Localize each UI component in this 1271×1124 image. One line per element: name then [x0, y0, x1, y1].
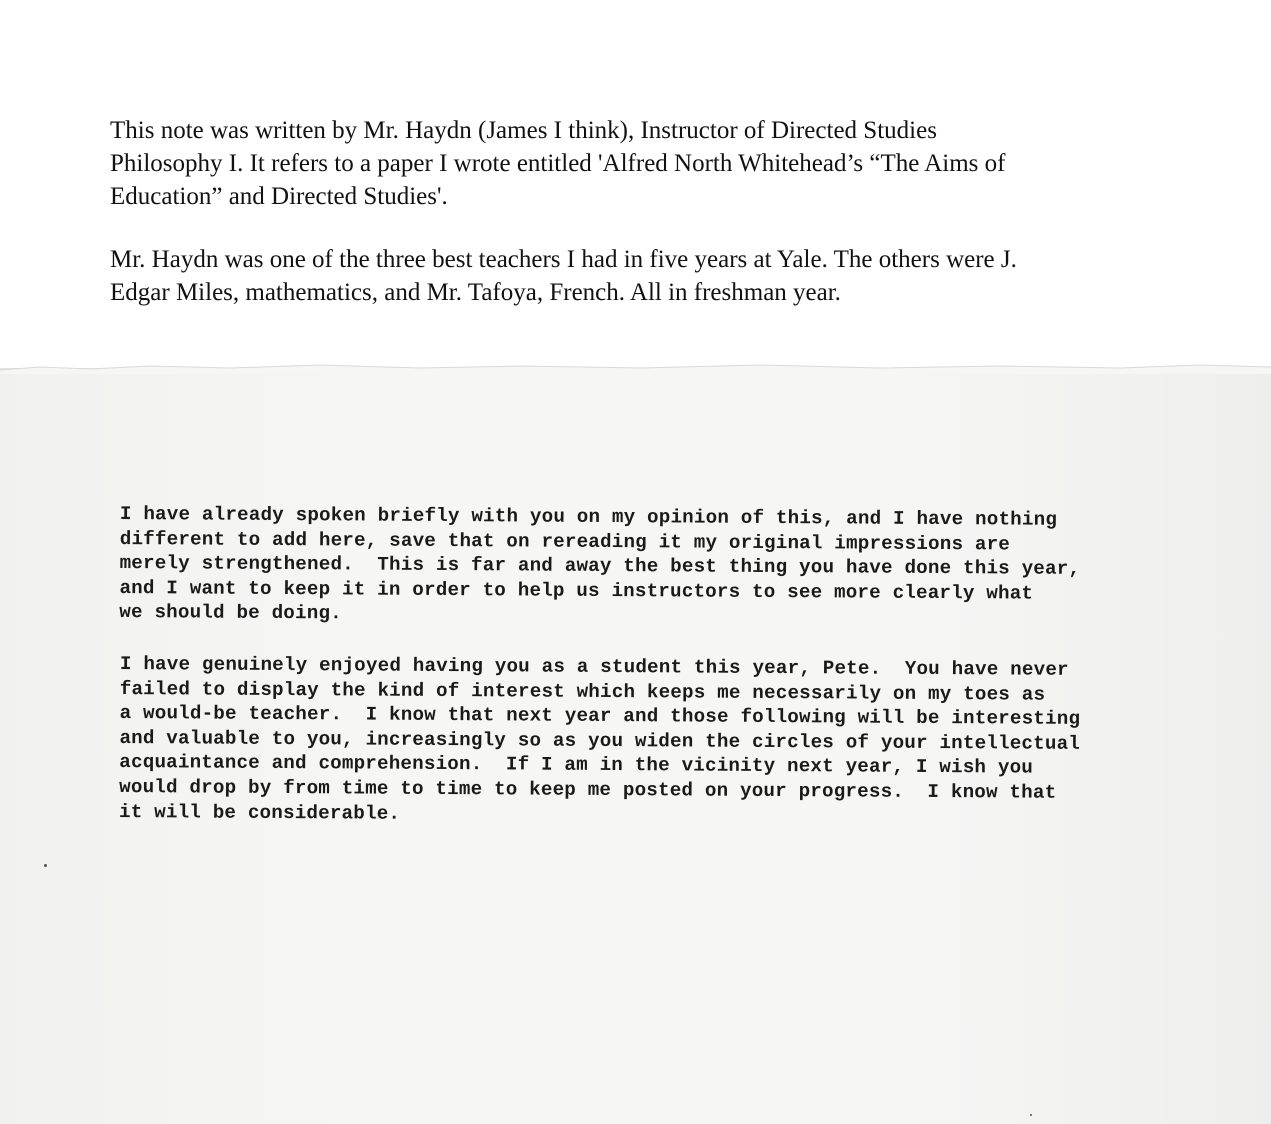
- typed-line: acquaintance and comprehension. If I am in the vicinity next year, I wish you: [119, 751, 1034, 779]
- typed-line: we should be doing.: [119, 601, 342, 625]
- typed-line: it will be considerable.: [118, 800, 401, 825]
- typed-line: I have genuinely enjoyed having you as a student this year, Pete. You have never: [119, 653, 1069, 681]
- typed-line: a would-be teacher. I know that next year and those following will be interesting: [119, 702, 1081, 731]
- letter-paragraph-2: [119, 652, 1081, 830]
- note-line: Education” and Directed Studies'.: [110, 183, 448, 210]
- header-note: [0, 0, 1271, 368]
- typed-line: failed to display the kind of interest which keeps me necessarily on my toes as: [119, 677, 1046, 706]
- typed-letter: [0, 368, 1271, 1124]
- note-paragraph-2: [110, 243, 1170, 309]
- note-line: Edgar Miles, mathematics, and Mr. Tafoya, French. All in freshman year.: [110, 279, 841, 306]
- typed-line: different to add here, save that on rereading it my original impressions are: [119, 527, 1011, 556]
- typed-line: and valuable to you, increasingly so as you widen the circles of your intellectual: [119, 726, 1081, 755]
- typed-line: would drop by from time to time to keep me posted on your progress. I know that: [119, 775, 1057, 804]
- note-line: Philosophy I. It refers to a paper I wrote entitled 'Alfred North Whitehead’s “The Aims of: [110, 150, 1006, 177]
- paper-speck: [44, 864, 47, 867]
- typed-line: merely strengthened. This is far and away the best thing you have done this year,: [119, 552, 1081, 581]
- note-line: Mr. Haydn was one of the three best teachers I had in five years at Yale. The others were J.: [110, 246, 1017, 273]
- paper-speck: [1030, 1114, 1032, 1116]
- letter-paragraph-1: [119, 502, 1080, 631]
- note-paragraph-1: [110, 114, 1170, 213]
- note-line: This note was written by Mr. Haydn (James I think), Instructor of Directed Studies: [110, 117, 937, 144]
- paper-edge: [0, 362, 1271, 374]
- typed-line: and I want to keep it in order to help us instructors to see more clearly what: [119, 576, 1034, 605]
- typed-line: I have already spoken briefly with you on my opinion of this, and I have nothing: [119, 503, 1058, 531]
